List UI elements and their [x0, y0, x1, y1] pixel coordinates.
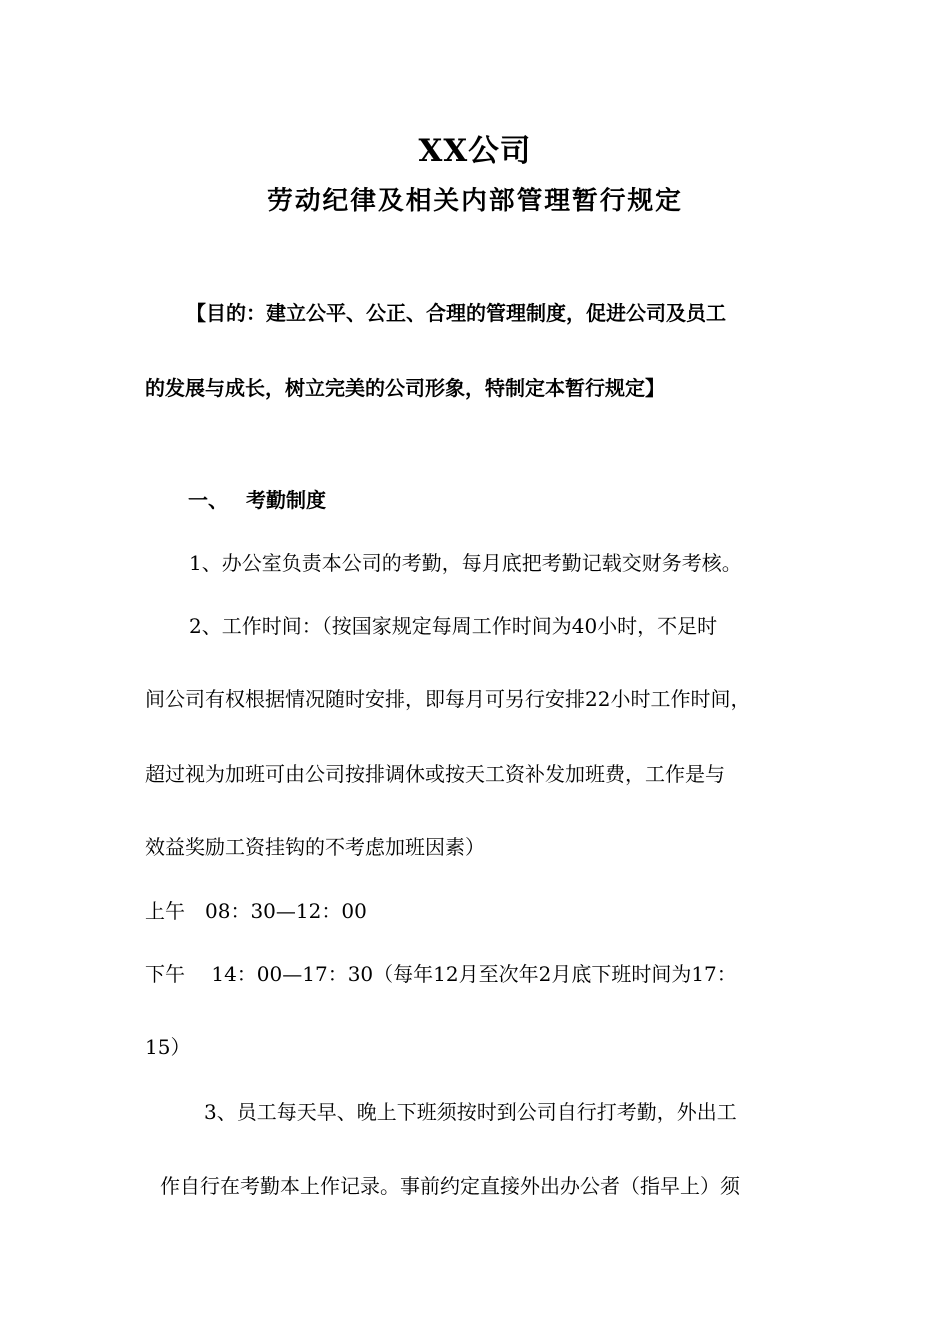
body-line-1: 1、办公室负责本公司的考勤，每月底把考勤记载交财务考核。 — [189, 551, 742, 575]
purpose-line-2: 的发展与成长，树立完美的公司形象，特制定本暂行规定】 — [145, 376, 665, 400]
section-title: 考勤制度 — [246, 488, 326, 512]
document-title: XX公司 — [418, 133, 532, 169]
body-line-4: 超过视为加班可由公司按排调休或按天工资补发加班费，工作是与 — [145, 762, 725, 786]
schedule-afternoon: 下午 14：00—17：30（每年12月至次年2月底下班时间为17： — [145, 962, 737, 986]
body-line-9: 3、员工每天早、晚上下班须按时到公司自行打考勤，外出工 — [204, 1100, 737, 1124]
body-line-8: 15） — [145, 1035, 191, 1059]
schedule-morning: 上午 08：30—12：00 — [145, 899, 367, 923]
section-number: 一、 — [188, 488, 228, 512]
document-subtitle: 劳动纪律及相关内部管理暂行规定 — [267, 186, 683, 216]
body-line-10: 作自行在考勤本上作记录。事前约定直接外出办公者（指早上）须 — [160, 1174, 740, 1198]
purpose-line-1: 【目的：建立公平、公正、合理的管理制度，促进公司及员工 — [186, 301, 726, 325]
body-line-3: 间公司有权根据情况随时安排，即每月可另行安排22小时工作时间， — [145, 687, 751, 711]
section-heading — [188, 490, 326, 510]
body-line-2: 2、工作时间：（按国家规定每周工作时间为40小时，不足时 — [189, 614, 718, 638]
body-line-5: 效益奖励工资挂钩的不考虑加班因素） — [145, 835, 485, 859]
